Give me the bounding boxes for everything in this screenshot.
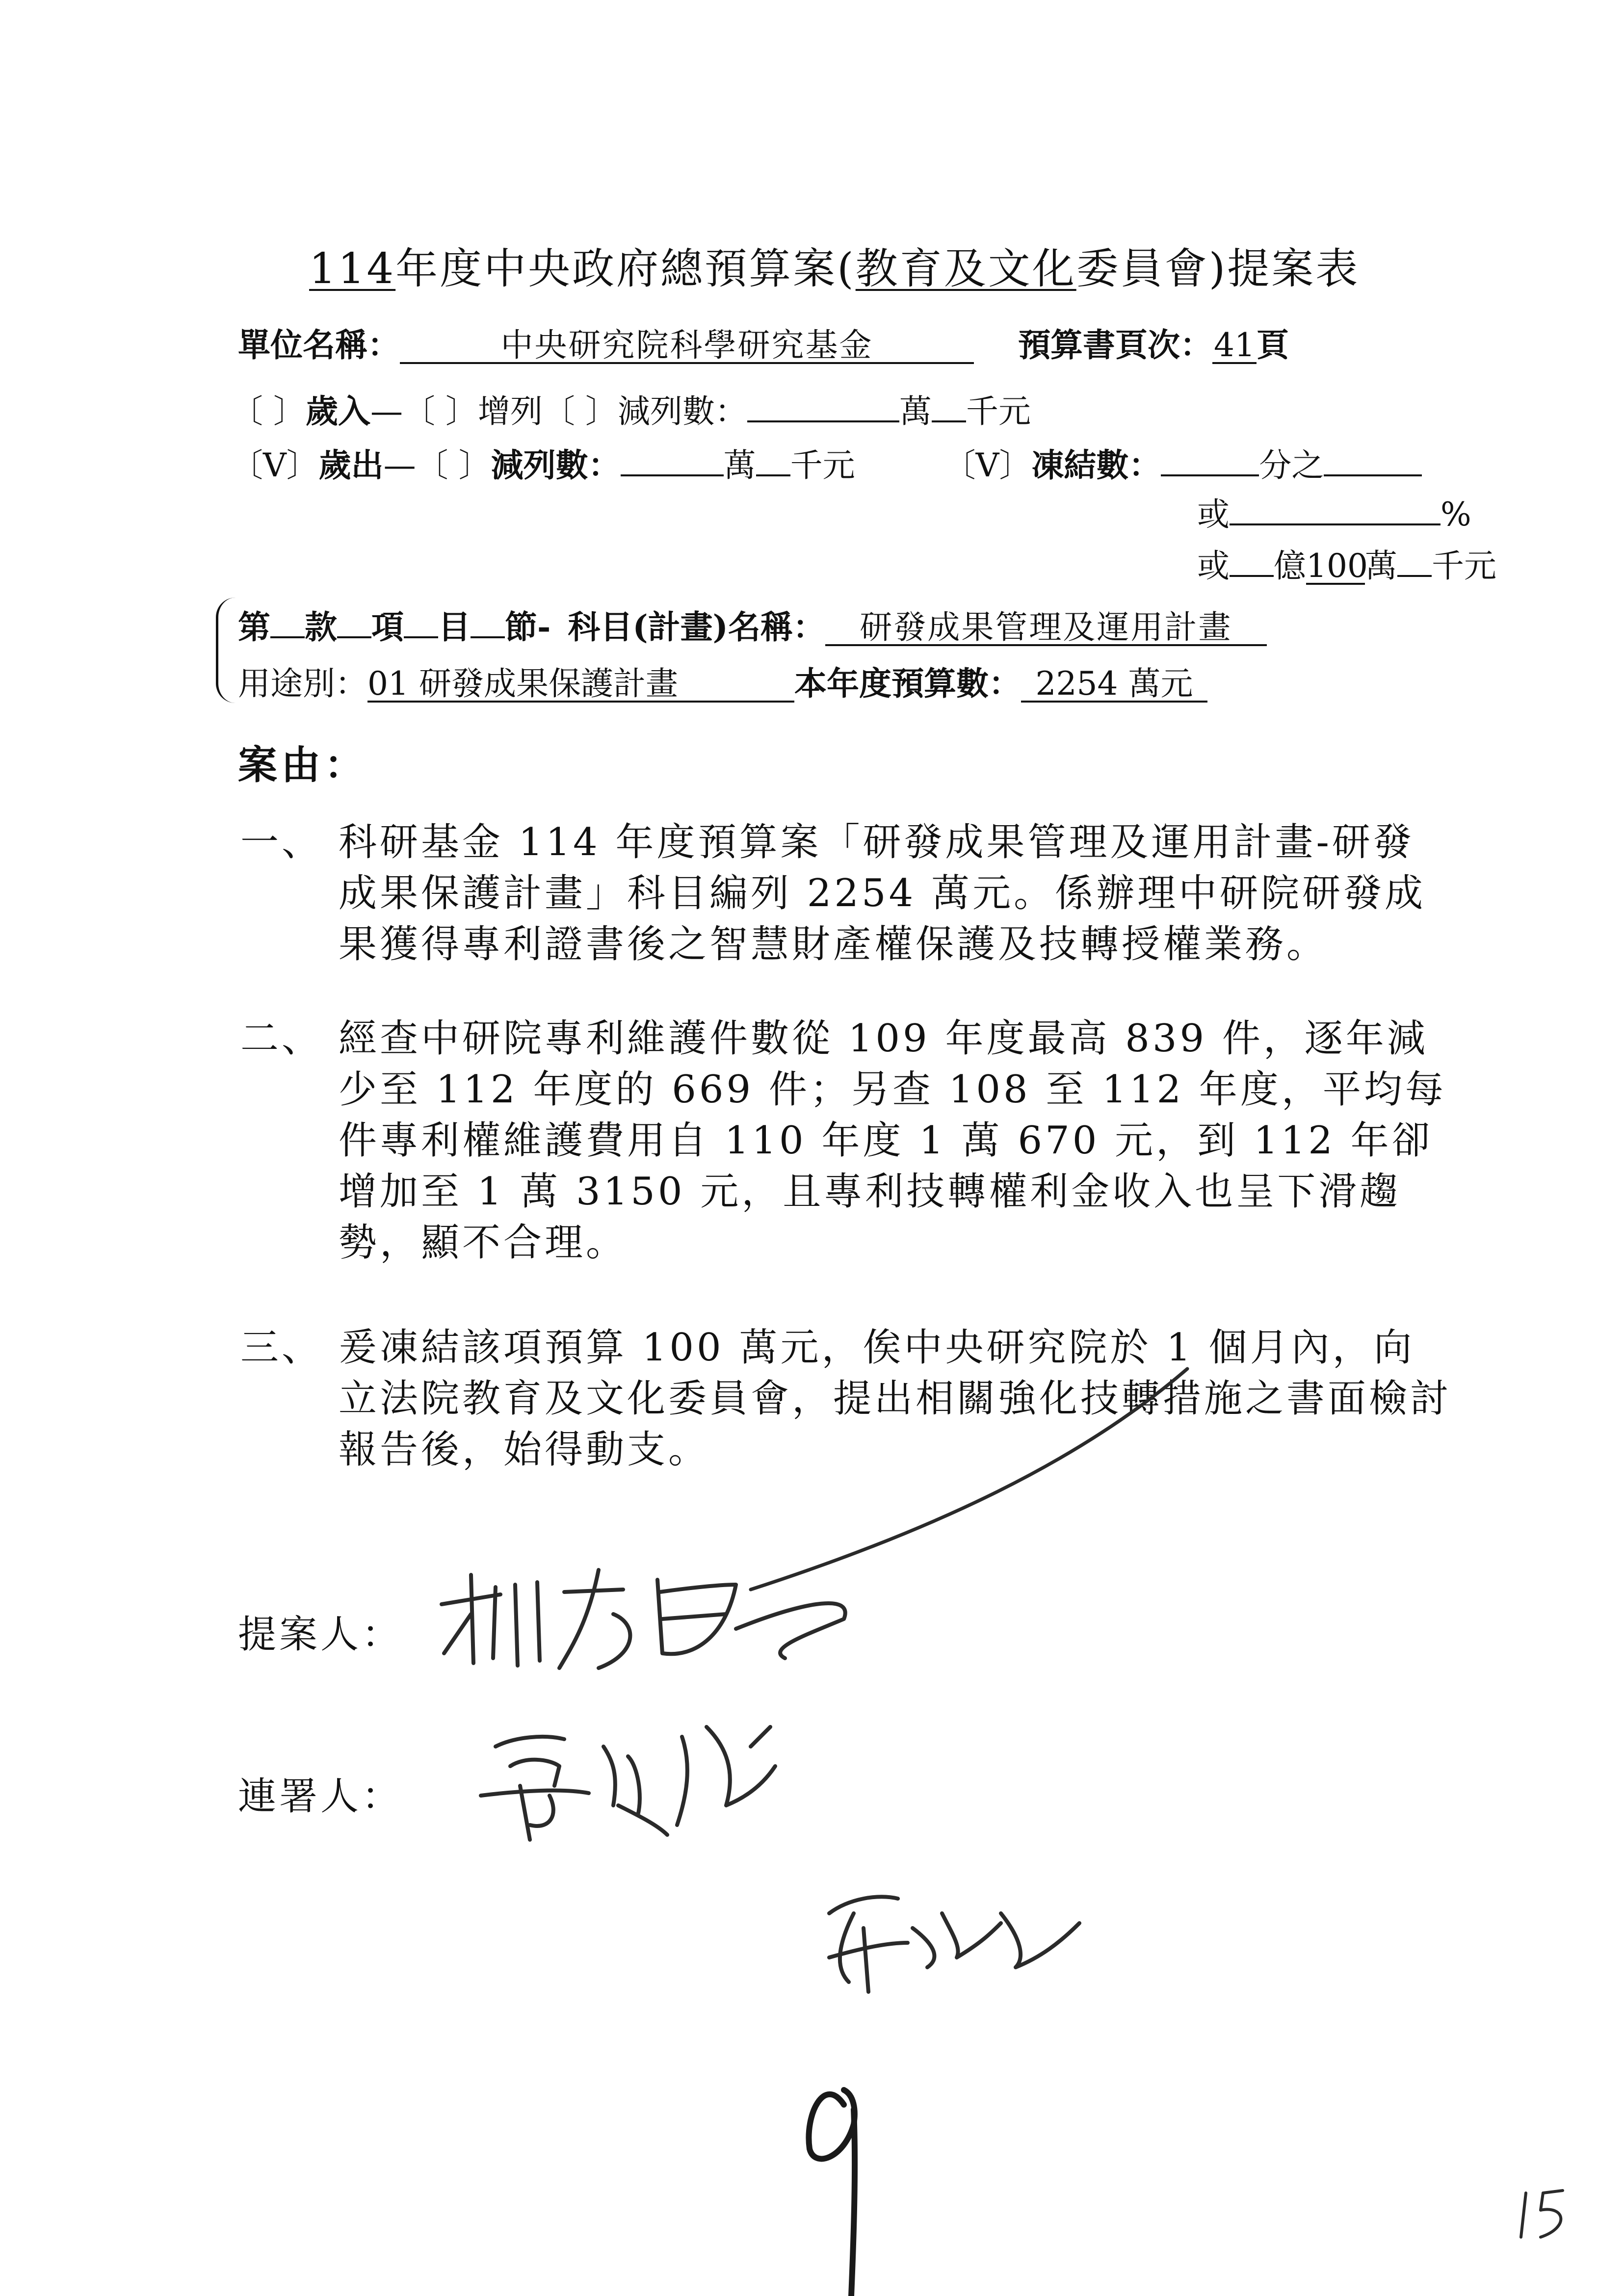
freeze-qian: 千元 xyxy=(1432,547,1496,585)
expense-cut: 減列數： xyxy=(491,446,621,484)
expense-dash: — xyxy=(383,446,416,484)
revenue-dash: — xyxy=(370,392,403,430)
item-number: 一、 xyxy=(240,820,323,864)
page-suffix: 頁 xyxy=(1257,326,1289,364)
freeze-amount-value: 100 xyxy=(1306,547,1368,585)
subject-jie: 節- xyxy=(505,608,551,646)
item-text: 科研基金 114 年度預算案「研發成果管理及運用計畫-研發成果保護計畫」科目編列 2254 萬元。係辦理中研院研發成果獲得專利證書後之智慧財產權保護及技轉授權業務。 xyxy=(339,820,1426,966)
item-number: 三、 xyxy=(240,1326,323,1370)
subject-name-label: 科目(計畫)名稱： xyxy=(568,608,825,646)
revenue-cut-bracket: 〔 〕 xyxy=(542,392,618,430)
title-post: 委員會)提案表 xyxy=(1076,244,1360,293)
usage-value: 01 研發成果保護計畫 xyxy=(367,667,794,703)
expense-cut-bracket: 〔 〕 xyxy=(416,446,491,484)
page-number-handwritten xyxy=(809,2090,855,2296)
freeze-label: 凍結數： xyxy=(1031,446,1161,484)
signature-1-flourish xyxy=(751,1369,1187,1590)
unit-label: 單位名稱： xyxy=(238,326,400,364)
corner-number xyxy=(1521,2191,1563,2237)
signature-3 xyxy=(829,1897,1079,1992)
item-text: 經查中研院專利維護件數從 109 年度最高 839 件，逐年減少至 112 年度的 669 件；另查 108 至 112 年度，平均每件專利權維護費用自 110 年度 1 萬 670 元，到 112 年卻增加至 1 萬 3150 元，且專利技轉權利金收入也呈下滑趨勢，顯不合理。 xyxy=(339,1017,1446,1265)
proposer-label: 提案人： xyxy=(238,1613,403,1657)
revenue-bracket: 〔 〕 xyxy=(231,392,306,430)
budget-label: 本年度預算數： xyxy=(794,664,1021,703)
revenue-label: 歲入 xyxy=(305,392,370,430)
subject-mu: 目 xyxy=(438,608,471,646)
signature-1 xyxy=(442,1570,845,1668)
freeze-or-1: 或 xyxy=(1197,496,1230,533)
revenue-add-bracket: 〔 〕 xyxy=(402,392,478,430)
signature-2 xyxy=(481,1727,775,1840)
page-label: 預算書頁次： xyxy=(1018,326,1212,364)
subject-name-value: 研發成果管理及運用計畫 xyxy=(825,610,1267,646)
title-year: 114 xyxy=(309,244,396,293)
budget-value: 2254 萬元 xyxy=(1021,667,1207,703)
title-committee: 教育及文化 xyxy=(855,244,1076,293)
expense-label: 歲出 xyxy=(318,446,384,484)
revenue-wan: 萬 xyxy=(899,392,932,430)
expense-wan: 萬 xyxy=(723,446,756,484)
subject-kuan: 款 xyxy=(305,608,337,646)
subject-xiang: 項 xyxy=(371,608,404,646)
freeze-wan: 萬 xyxy=(1365,547,1397,585)
item-text: 爰凍結該項預算 100 萬元，俟中央研究院於 1 個月內，向立法院教育及文化委員會，提出相關強化技轉措施之書面檢討報告後，始得動支。 xyxy=(339,1326,1452,1472)
freeze-bracket: 〔V〕 xyxy=(943,446,1032,484)
revenue-cut: 減列數： xyxy=(617,392,747,430)
page-value: 41 xyxy=(1212,328,1257,364)
usage-label: 用途別： xyxy=(238,665,367,703)
cosigner-label: 連署人： xyxy=(238,1774,403,1819)
title-pre: 年度中央政府總預算案( xyxy=(395,244,856,293)
expense-bracket: 〔V〕 xyxy=(231,446,319,484)
unit-value: 中央研究院科學研究基金 xyxy=(400,328,974,364)
freeze-yi: 億 xyxy=(1274,547,1306,585)
freeze-or-2: 或 xyxy=(1197,547,1230,585)
item-number: 二、 xyxy=(240,1017,323,1061)
revenue-qian: 千元 xyxy=(966,392,1031,430)
revenue-add: 增列 xyxy=(477,392,543,430)
freeze-fen-zhi: 分之 xyxy=(1259,446,1324,484)
freeze-percent-sign: % xyxy=(1441,496,1471,533)
expense-qian: 千元 xyxy=(790,446,855,484)
subject-di: 第 xyxy=(238,608,270,646)
reason-heading: 案由： xyxy=(238,742,367,788)
